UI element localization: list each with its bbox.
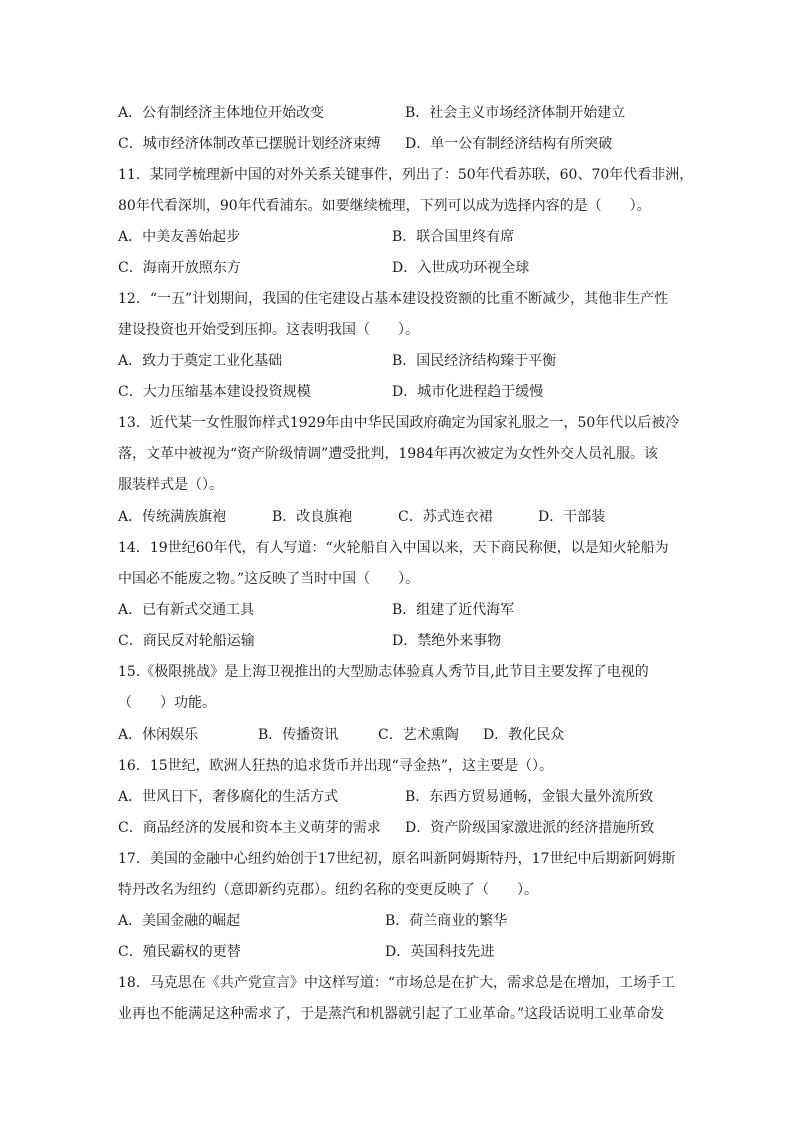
q16-option-d: D．资产阶级国家激进派的经济措施所致 xyxy=(405,820,655,836)
q18-stem-line-2: 业再也不能满足这种需求了，于是蒸汽和机器就引起了工业革命。”这段话说明工业革命发 xyxy=(118,1006,665,1022)
q12-option-d: D．城市化进程趋于缓慢 xyxy=(392,384,544,400)
q11-stem-line-2: 80年代看深圳，90年代看浦东。如要继续梳理，下列可以成为选择内容的是（ ）。 xyxy=(118,198,651,214)
q12-stem-line-1: 12．“一五”计划期间，我国的住宅建设占基本建设投资额的比重不断减少，其他非生产性 xyxy=(118,291,669,307)
q14-stem-line-2: 中国必不能废之物。”这反映了当时中国（ ）。 xyxy=(118,571,420,587)
q17-option-a: A．美国金融的崛起 xyxy=(118,913,241,929)
q13-stem-line-2: 落，文革中被视为“资产阶级情调”遭受批判，1984年再次被定为女性外交人员礼服。该 xyxy=(118,446,658,462)
q11-option-a: A．中美友善始起步 xyxy=(118,229,241,245)
q15-stem-line-1: 15.《极限挑战》是上海卫视推出的大型励志体验真人秀节目,此节目主要发挥了电视的 xyxy=(118,664,649,680)
q10-option-c: C．城市经济体制改革已摆脱计划经济束缚 xyxy=(118,136,381,152)
q14-stem-line-1: 14．19世纪60年代，有人写道：“火轮船自入中国以来，天下商民称便，以是知火轮船为 xyxy=(118,540,669,556)
q18-stem-line-1: 18．马克思在《共产党宣言》中这样写道：“市场总是在扩大，需求总是在增加，工场手工 xyxy=(118,975,675,991)
q15-stem-line-2: （ ）功能。 xyxy=(118,695,216,711)
q11-stem-line-1: 11．某同学梳理新中国的对外关系关键事件，列出了：50年代看苏联，60、70年代看非洲， xyxy=(118,167,694,183)
q12-option-b: B．国民经济结构臻于平衡 xyxy=(392,353,557,369)
q17-stem-line-1: 17．美国的金融中心纽约始创于17世纪初，原名叫新阿姆斯特丹，17世纪中后期新阿姆斯 xyxy=(118,851,676,867)
q14-option-a: A．已有新式交通工具 xyxy=(118,602,255,618)
q11-option-c: C．海南开放照东方 xyxy=(118,260,241,276)
q13-option-b: B．改良旗袍 xyxy=(272,509,353,525)
q14-option-b: B．组建了近代海军 xyxy=(392,602,515,618)
q10-option-b: B．社会主义市场经济体制开始建立 xyxy=(405,105,626,121)
q14-option-c: C．商民反对轮船运输 xyxy=(118,633,255,649)
q11-option-d: D．入世成功环视全球 xyxy=(392,260,530,276)
q11-option-b: B．联合国里终有席 xyxy=(392,229,515,245)
q13-option-c: C．苏式连衣裙 xyxy=(398,509,493,525)
q13-stem-line-3: 服装样式是（）。 xyxy=(118,477,223,493)
q16-option-b: B．东西方贸易通畅，金银大量外流所致 xyxy=(405,789,654,805)
q13-option-d: D．干部装 xyxy=(538,509,606,525)
q13-stem-line-1: 13．近代某一女性服饰样式1929年由中华民国政府确定为国家礼服之一，50年代以后被冷 xyxy=(118,415,680,431)
q17-option-b: B．荷兰商业的繁华 xyxy=(385,913,508,929)
q12-option-a: A．致力于奠定工业化基础 xyxy=(118,353,283,369)
q15-option-b: B．传播资讯 xyxy=(258,727,339,743)
q15-option-c: C．艺术熏陶 xyxy=(378,727,459,743)
q14-option-d: D．禁绝外来事物 xyxy=(392,633,502,649)
q16-stem-line-1: 16．15世纪，欧洲人狂热的追求货币并出现“寻金热”，这主要是（）。 xyxy=(118,758,553,774)
q15-option-a: A．休闲娱乐 xyxy=(118,727,199,743)
q12-stem-line-2: 建设投资也开始受到压抑。这表明我国（ ）。 xyxy=(118,322,419,338)
q16-option-a: A．世风日下，奢侈腐化的生活方式 xyxy=(118,789,339,805)
q10-option-d: D．单一公有制经济结构有所突破 xyxy=(405,136,613,152)
q17-option-c: C．殖民霸权的更替 xyxy=(118,944,241,960)
q12-option-c: C．大力压缩基本建设投资规模 xyxy=(118,384,311,400)
q15-option-d: D．教化民众 xyxy=(483,727,565,743)
q17-option-d: D．英国科技先进 xyxy=(385,944,495,960)
q13-option-a: A．传统满族旗袍 xyxy=(118,509,227,525)
q10-option-a: A．公有制经济主体地位开始改变 xyxy=(118,105,325,121)
q17-stem-line-2: 特丹改名为纽约（意即新约克郡）。纽约名称的变更反映了（ ）。 xyxy=(118,882,538,898)
q16-option-c: C．商品经济的发展和资本主义萌芽的需求 xyxy=(118,820,381,836)
